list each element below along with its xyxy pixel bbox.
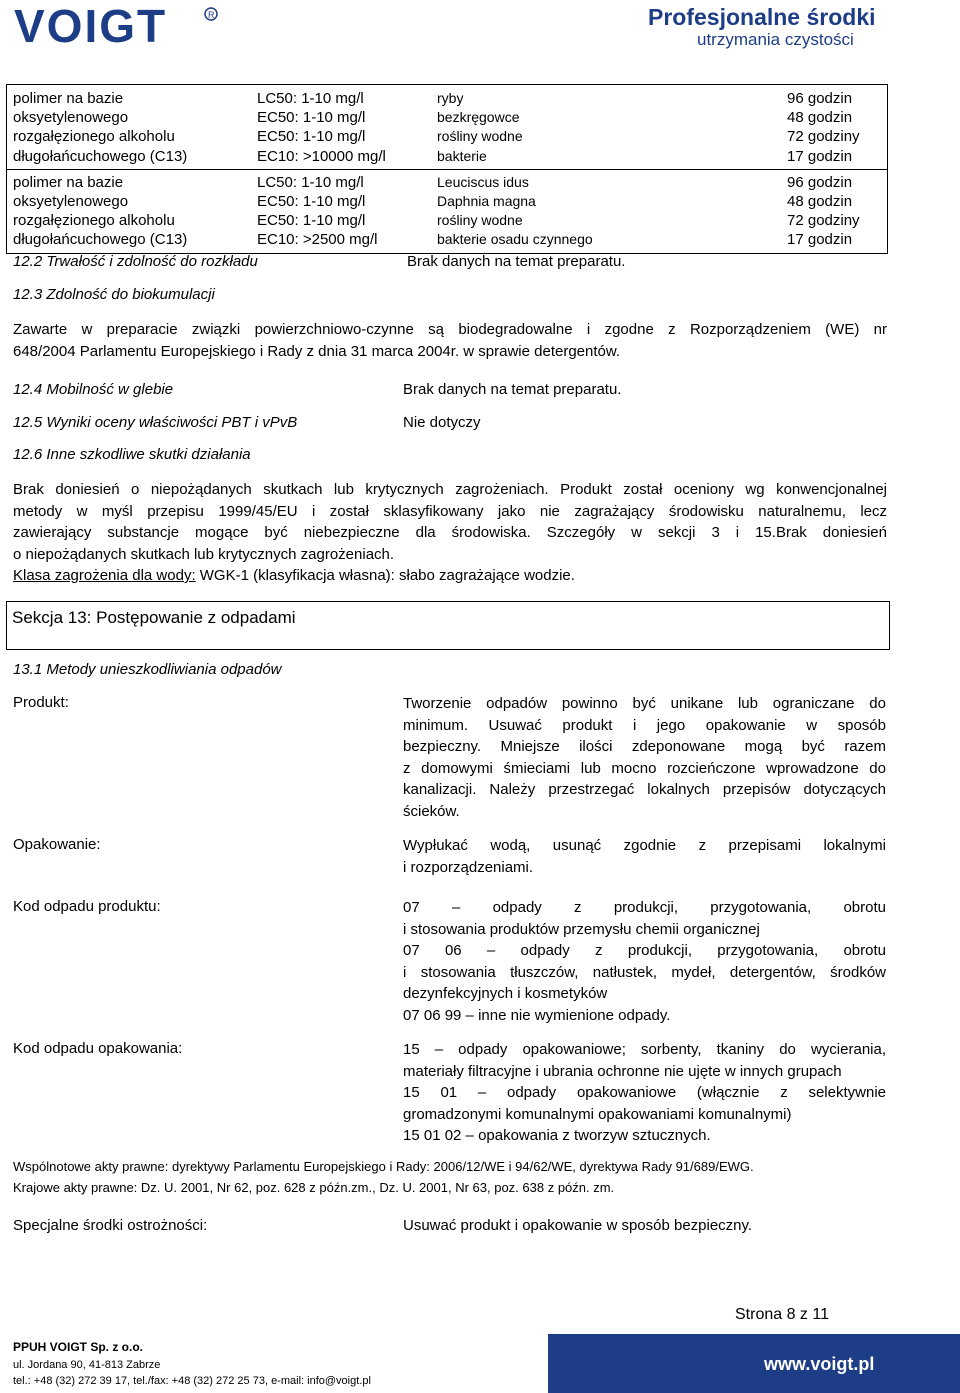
opakowanie-label: Opakowanie: bbox=[13, 836, 101, 853]
national-law: Krajowe akty prawne: Dz. U. 2001, Nr 62, poz. 628 z późn.zm., Dz. U. 2001, Nr 63, poz. 638 z późn. zm. bbox=[13, 1180, 615, 1195]
times-cell: 96 godzin 48 godzin 72 godziny 17 godzin bbox=[781, 169, 888, 253]
heading-12-4: 12.4 Mobilność w glebie bbox=[13, 381, 174, 398]
heading-12-5: 12.5 Wyniki oceny właściwości PBT i vPvB bbox=[13, 414, 298, 431]
eu-law: Wspólnotowe akty prawne: dyrektywy Parlamentu Europejskiego i Rady: 2006/12/WE i 94/62/WE, dyrektywa Rady 91/689/EWG. bbox=[13, 1159, 754, 1174]
tagline-sub: utrzymania czystości bbox=[697, 30, 854, 49]
voigt-logo bbox=[14, 2, 224, 48]
table-row bbox=[7, 85, 888, 170]
kod-produktu-label: Kod odpadu produktu: bbox=[13, 898, 161, 915]
table-row bbox=[7, 169, 888, 253]
company-contact: tel.: +48 (32) 272 39 17, tel./fax: +48 (32) 272 25 73, e-mail: info@voigt.pl bbox=[13, 1375, 371, 1387]
svg-text:R: R bbox=[208, 10, 215, 20]
tagline-main: Profesjonalne środki bbox=[648, 4, 876, 30]
special-precautions-label: Specjalne środki ostrożności: bbox=[13, 1217, 208, 1234]
substance-cell: polimer na bazie oksyetylenowego rozgałęzionego alkoholu długołańcuchowego (C13) bbox=[13, 90, 188, 165]
svg-text:VOIGT: VOIGT bbox=[14, 2, 168, 48]
kod-produktu-value: 07 – odpady z produkcji, przygotowania, obrotu i stosowania produktów przemysłu chemii organicznej 07 06 – odpady z produkcji, przygotowania, obrotu i stosowania tłuszczów, natłustek, mydeł, detergentów, środków dezynfekcyjnych i kosmetyków 07 06 99 – inne nie wymienione odpady. bbox=[403, 899, 886, 1024]
special-precautions-value: Usuwać produkt i opakowanie w sposób bezpieczny. bbox=[403, 1217, 753, 1234]
water-hazard-line: Klasa zagrożenia dla wody: WGK-1 (klasyfikacja własna): słabo zagrażające wodzie. bbox=[13, 567, 575, 584]
opakowanie-value: Wypłukać wodą, usunąć zgodnie z przepisami lokalnymi i rozporządzeniami. bbox=[403, 837, 886, 876]
value-12-2: Brak danych na temat preparatu. bbox=[407, 253, 626, 270]
heading-12-2: 12.2 Trwałość i zdolność do rozkładu bbox=[13, 253, 258, 270]
company-name: PPUH VOIGT Sp. z o.o. bbox=[13, 1340, 144, 1354]
toxicity-table bbox=[6, 84, 888, 254]
substance-cell: polimer na bazie oksyetylenowego rozgałęzionego alkoholu długołańcuchowego (C13) bbox=[7, 169, 252, 253]
values-cell: LC50: 1-10 mg/l EC50: 1-10 mg/l EC50: 1-10 mg/l EC10: >2500 mg/l bbox=[251, 169, 431, 253]
heading-12-6: 12.6 Inne szkodliwe skutki działania bbox=[13, 446, 251, 463]
heading-12-3: 12.3 Zdolność do biokumulacji bbox=[13, 286, 215, 303]
kod-opakowania-value: 15 – odpady opakowaniowe; sorbenty, tkaniny do wycierania, materiały filtracyjne i ubrania ochronne nie ujęte w innych grupach 15 01 – odpady opakowaniowe (włącznie z selektywnie gromadzonymi komunalnymi opakowaniami komunalnymi) 15 01 02 – opakowania z tworzyw sztucznych. bbox=[403, 1041, 886, 1144]
times-cell: 96 godzin 48 godzin 72 godziny 17 godzin bbox=[787, 90, 860, 165]
section-13-title: Sekcja 13: Postępowanie z odpadami bbox=[12, 608, 296, 627]
company-address: ul. Jordana 90, 41-813 Zabrze bbox=[13, 1359, 161, 1371]
values-cell: LC50: 1-10 mg/l EC50: 1-10 mg/l EC50: 1-10 mg/l EC10: >10000 mg/l bbox=[257, 90, 386, 165]
organisms-cell: Leuciscus idus Daphnia magna rośliny wodne bakterie osadu czynnego bbox=[431, 169, 781, 253]
page-number: Strona 8 z 11 bbox=[735, 1306, 829, 1323]
value-12-4: Brak danych na temat preparatu. bbox=[403, 381, 622, 398]
value-12-5: Nie dotyczy bbox=[403, 414, 481, 431]
footer-bar bbox=[548, 1334, 960, 1393]
paragraph-12-3: Zawarte w preparacie związki powierzchniowo-czynne są biodegradowalne i zgodne z Rozporządzeniem (WE) nr 648/2004 Parlamentu Europejskiego i Rady z dnia 31 marca 2004r. w sprawie detergentów. bbox=[13, 321, 887, 360]
heading-13-1: 13.1 Metody unieszkodliwiania odpadów bbox=[13, 661, 282, 678]
website-link[interactable]: www.voigt.pl bbox=[764, 1354, 875, 1374]
produkt-label: Produkt: bbox=[13, 694, 69, 711]
kod-opakowania-label: Kod odpadu opakowania: bbox=[13, 1040, 183, 1057]
organisms-cell: ryby bezkręgowce rośliny wodne bakterie bbox=[437, 90, 523, 164]
paragraph-12-6: Brak doniesień o niepożądanych skutkach lub krytycznych zagrożeniach. Produkt został oceniony wg konwencjonalnej metody w myśl przepisu 1999/45/EU i został sklasyfikowany jako nie zagrażający środowisku naturalnemu, lecz zawierający substancje mogące być niebezpieczne dla środowiska. Szczegóły w sekcji 3 i 15.Brak doniesień o niepożądanych skutkach lub krytycznych zagrożeniach. Klasa zagrożenia dla wody: WGK-1 (klasyfikacja własna): słabo zagrażające wodzie. bbox=[13, 479, 887, 587]
produkt-value: Tworzenie odpadów powinno być unikane lub ograniczane do minimum. Usuwać produkt i jego opakowanie w sposób bezpieczny. Mniejsze ilości zdeponowane mogą być razem z domowymi śmieciami lub mocno rozcieńczone wprowadzone do kanalizacji. Należy przestrzegać lokalnych przepisów dotyczących ścieków. bbox=[403, 695, 886, 820]
